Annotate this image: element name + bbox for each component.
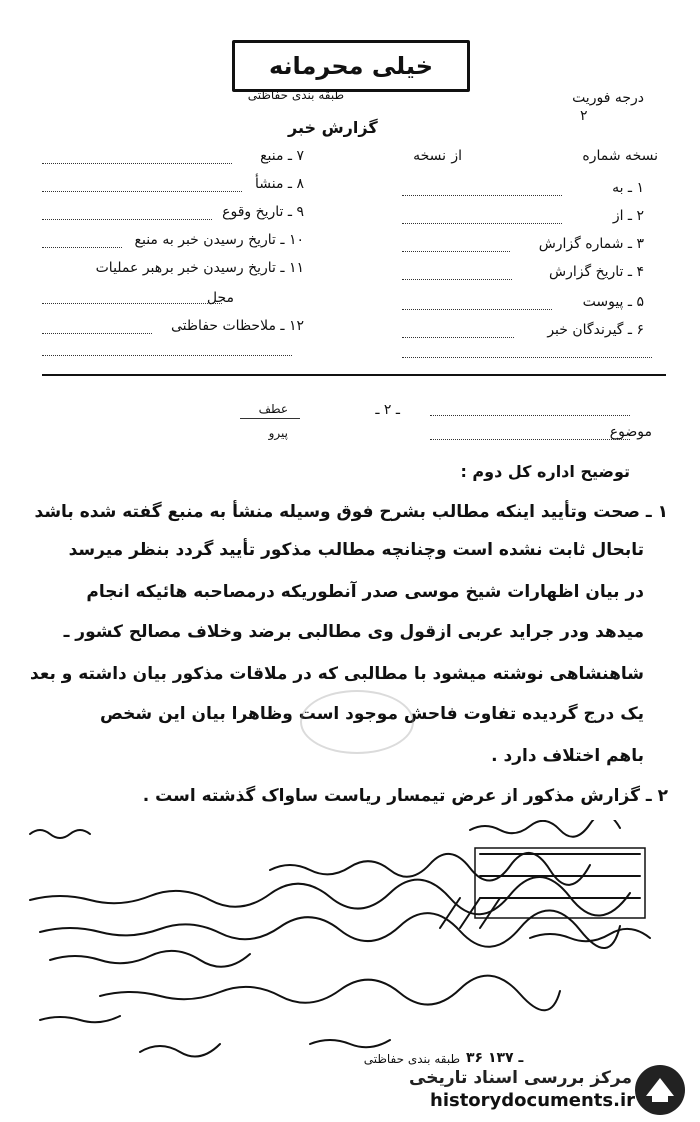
ref-line [430,438,630,440]
faint-seal [300,690,414,754]
secrecy-stamp: خیلی محرمانه [232,40,470,92]
field-event-date: ۹ ـ تاریخ وقوع [222,204,304,220]
field-line [402,336,514,338]
field-source: ۷ ـ منبع [260,148,304,164]
copy-word-label: نسخه [413,148,446,164]
body-line: در بیان اظهارات شیخ موسی صدر آنطوریکه درمصاحبه هائیکه انجام [86,582,644,602]
field-line [42,190,242,192]
field-from: ۲ ـ از [612,208,644,224]
field-security-remarks: ۱۲ ـ ملاحظات حفاظتی [171,318,304,334]
footer-classification: طبقه بندی حفاظتی [363,1052,460,1066]
field-line [42,218,212,220]
subject-label: موضوع [609,424,652,440]
watermark-url: historydocuments.ir [430,1090,635,1111]
field-line [402,356,652,358]
copy-of-label: از [451,148,462,164]
field-to: ۱ ـ به [612,180,644,196]
body-line: تابحال ثابت نشده است وچنانچه مطالب مذکور تأیید گردد بنظر میرسد [68,540,644,560]
field-operations-receipt-date: ۱۱ ـ تاریخ رسیدن خبر برهبر عملیات [95,260,304,276]
body-line: ۲ ـ گزارش مذکور از عرض تیمسار ریاست ساواک گذشته است . [142,786,668,806]
footer-date: ۳۶ ـ ۱۳۷ [466,1050,524,1066]
body-line: میدهد ودر جراید عربی ازقول وی مطالبی برضد وخلاف مصالح کشور ـ [63,622,644,642]
page-number: ـ ۲ ـ [375,402,400,418]
handwritten-notes [10,820,690,1090]
field-source-receipt-date: ۱۰ ـ تاریخ رسیدن خبر به منبع [134,232,304,248]
field-line [42,332,152,334]
body-line: باهم اختلاف دارد . [491,746,644,766]
field-report-date: ۴ ـ تاریخ گزارش [549,264,644,280]
field-line [402,278,512,280]
classification-label: طبقه بندی حفاظتی [247,88,344,102]
field-line [402,222,562,224]
priority-label: درجه فوریت [572,90,644,106]
body-line: ۱ ـ صحت وتأیید اینکه مطالب بشرح فوق وسیله منشأ به منبع گفته شده باشد [34,502,668,522]
field-line [402,308,552,310]
field-line [402,250,510,252]
copy-number-label: نسخه شماره [582,148,658,164]
body-line: یک درج گردیده تفاوت فاحش موجود است وظاهرا بیان این شخص [99,704,644,724]
field-line [42,162,232,164]
watermark-persian: مرکز بررسی اسناد تاریخی [409,1068,632,1088]
field-attachment: ۵ ـ پیوست [582,294,644,310]
body-line: شاهنشاهی نوشته میشود با مطالبی که در ملاقات مذکور بیان داشته و بعد [30,664,644,684]
copy-number: ۲ [580,108,588,124]
field-report-number: ۳ ـ شماره گزارش [538,236,644,252]
divider-line [42,374,666,376]
ref-line [430,414,630,416]
body-heading: توضیح اداره کل دوم : [460,462,630,481]
field-location: محل [206,290,234,306]
field-line [42,246,122,248]
ref-atf: عطف [258,402,288,416]
field-recipients: ۶ ـ گیرندگان خبر [547,322,644,338]
ref-peyro: پیرو [268,426,288,440]
form-title: گزارش خبر [288,118,378,137]
field-line [42,302,222,304]
field-origin: ۸ ـ منشأ [254,176,304,192]
watermark-logo-icon [632,1062,688,1118]
ref-divider [240,418,300,419]
field-line [402,194,562,196]
field-line [42,354,292,356]
